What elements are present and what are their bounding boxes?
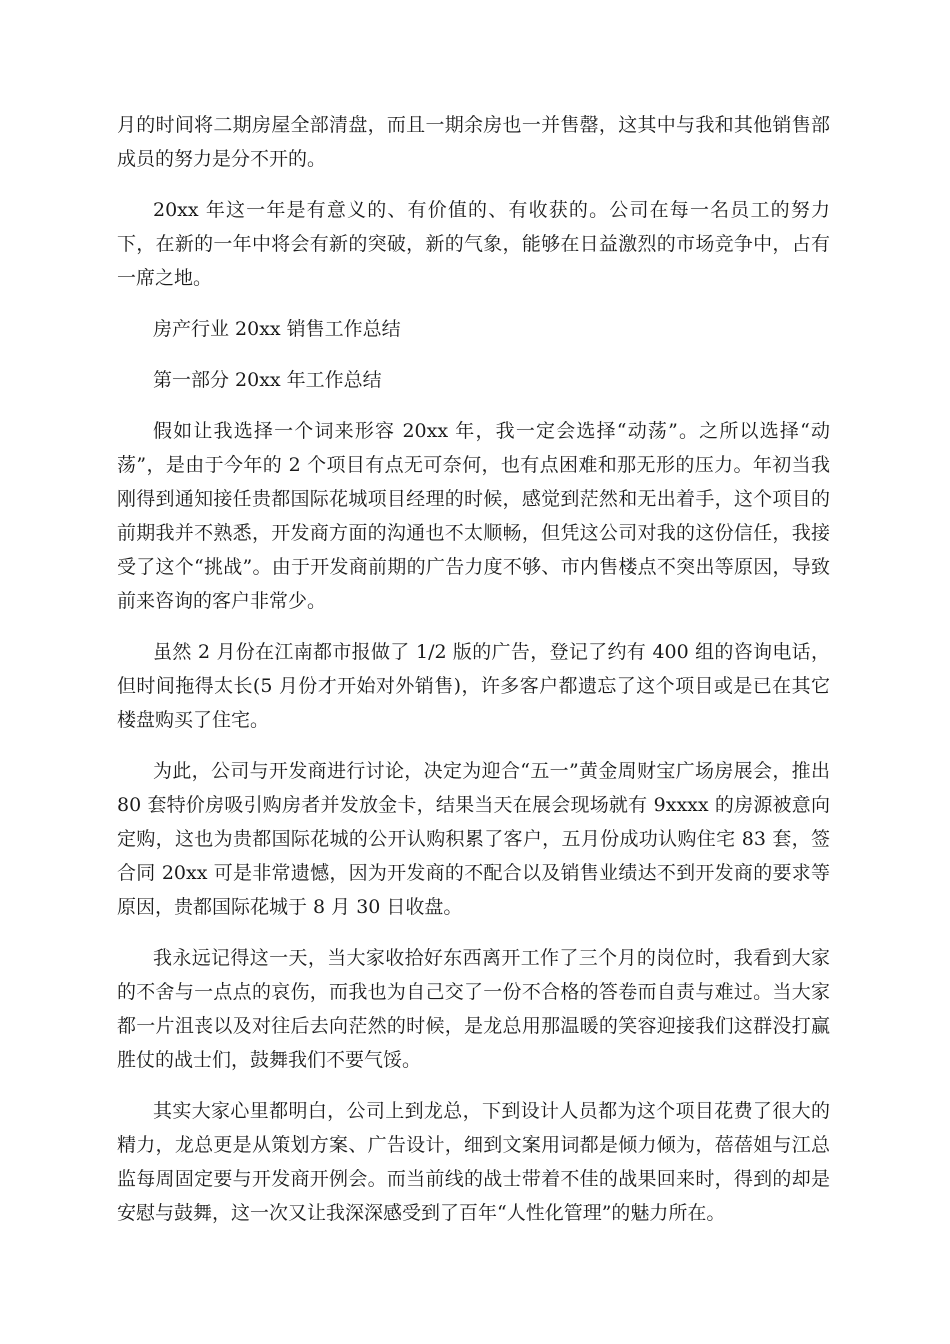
paragraph-housing-expo: 为此，公司与开发商进行讨论，决定为迎合“五一”黄金周财宝广场房展会，推出 80 套特价房吸引购房者并发放金卡，结果当天在展会现场就有 9xxxx 的房源被意向定购，这也为贵都国际花城的公开认购积累了客户，五月份成功认购住宅 83 套，签合同 20xx 可是非常遗憾，因为开发商的不配合以及销售业绩达不到开发商的要求等原因，贵都国际花城于 8 月 30 日收盘。 [117, 760, 830, 918]
paragraph-advertising: 虽然 2 月份在江南都市报做了 1/2 版的广告，登记了约有 400 组的咨询电话，但时间拖得太长(5 月份才开始对外销售)，许多客户都遗忘了这个项目或是已在其它楼盘购买了住宅。 [117, 641, 830, 731]
section-title: 房产行业 20xx 销售工作总结 [153, 318, 401, 340]
document-body [117, 108, 830, 1247]
section-subtitle: 第一部分 20xx 年工作总结 [153, 369, 382, 391]
paragraph-continued: 月的时间将二期房屋全部清盘，而且一期余房也一并售罄，这其中与我和其他销售部成员的努力是分不开的。 [117, 114, 830, 170]
paragraph-memory: 我永远记得这一天，当大家收拾好东西离开工作了三个月的岗位时，我看到大家的不舍与一点点的哀伤，而我也为自己交了一份不合格的答卷而自责与难过。当大家都一片沮丧以及对往后去向茫然的时候，是龙总用那温暖的笑容迎接我们这群没打赢胜仗的战士们，鼓舞我们不要气馁。 [117, 947, 830, 1071]
paragraph-management: 其实大家心里都明白，公司上到龙总，下到设计人员都为这个项目花费了很大的精力，龙总更是从策划方案、广告设计，细到文案用词都是倾力倾为，蓓蓓姐与江总监每周固定要与开发商开例会。而当前线的战士带着不佳的战果回来时，得到的却是安慰与鼓舞，这一次又让我深深感受到了百年“人性化管理”的魅力所在。 [117, 1100, 830, 1224]
paragraph-year-summary: 20xx 年这一年是有意义的、有价值的、有收获的。公司在每一名员工的努力下，在新的一年中将会有新的突破，新的气象，能够在日益激烈的市场竞争中，占有一席之地。 [117, 199, 830, 289]
paragraph-turbulent-year: 假如让我选择一个词来形容 20xx 年，我一定会选择“动荡”。之所以选择“动荡”，是由于今年的 2 个项目有点无可奈何，也有点困难和那无形的压力。年初当我刚得到通知接任贵都国际花城项目经理的时候，感觉到茫然和无出着手，这个项目的前期我并不熟悉，开发商方面的沟通也不太顺畅，但凭这公司对我的这份信任，我接受了这个“挑战”。由于开发商前期的广告力度不够、市内售楼点不突出等原因，导致前来咨询的客户非常少。 [117, 420, 830, 612]
